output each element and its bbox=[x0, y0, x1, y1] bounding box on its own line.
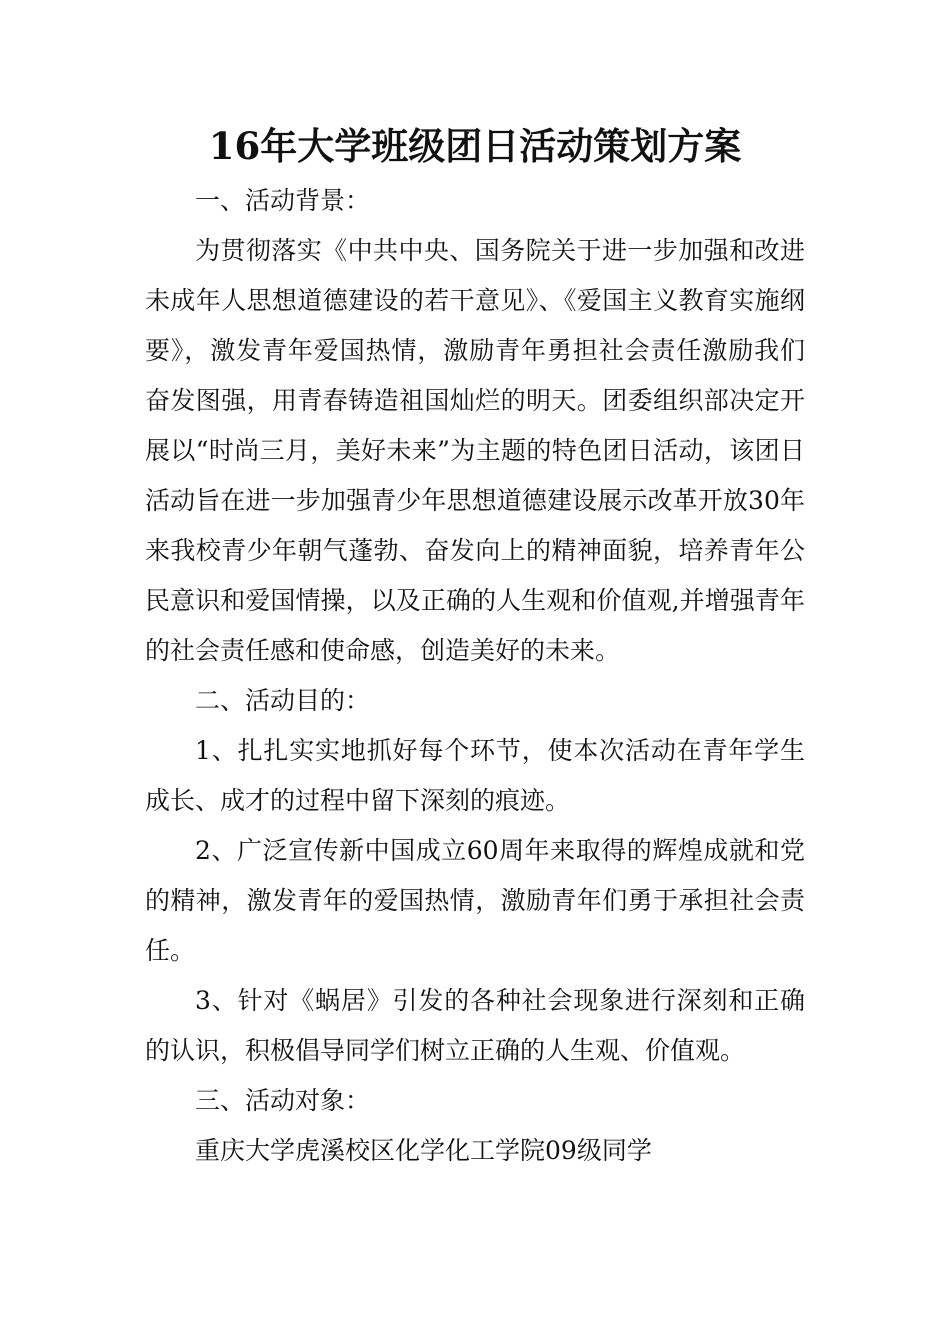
section-heading-purpose: 二、活动目的： bbox=[195, 686, 371, 715]
section-heading-background: 一、活动背景： bbox=[195, 186, 371, 215]
document-title: 16年大学班级团日活动策划方案 bbox=[208, 124, 742, 168]
purpose-item-3: 3、针对《蜗居》引发的各种社会现象进行深刻和正确的认识，积极倡导同学们树立正确的人生观、价值观。 bbox=[145, 986, 805, 1065]
purpose-item-2: 2、广泛宣传新中国成立60周年来取得的辉煌成就和党的精神，激发青年的爱国热情，激励青年们勇于承担社会责任。 bbox=[145, 836, 805, 965]
purpose-item-1: 1、扎扎实实地抓好每个环节，使本次活动在青年学生成长、成才的过程中留下深刻的痕迹。 bbox=[145, 736, 805, 815]
document-page bbox=[145, 118, 805, 1176]
section-heading-target: 三、活动对象： bbox=[195, 1086, 371, 1115]
target-paragraph: 重庆大学虎溪校区化学化工学院09级同学 bbox=[195, 1136, 652, 1165]
background-paragraph: 为贯彻落实《中共中央、国务院关于进一步加强和改进未成年人思想道德建设的若干意见》、《爱国主义教育实施纲要》，激发青年爱国热情，激励青年勇担社会责任激励我们奋发图强，用青春铸造祖国灿烂的明天。团委组织部决定开展以“时尚三月，美好未来”为主题的特色团日活动，该团日活动旨在进一步加强青少年思想道德建设展示改革开放30年来我校青少年朝气蓬勃、奋发向上的精神面貌，培养青年公民意识和爱国情操，以及正确的人生观和价值观,并增强青年的社会责任感和使命感，创造美好的未来。 bbox=[145, 236, 805, 665]
